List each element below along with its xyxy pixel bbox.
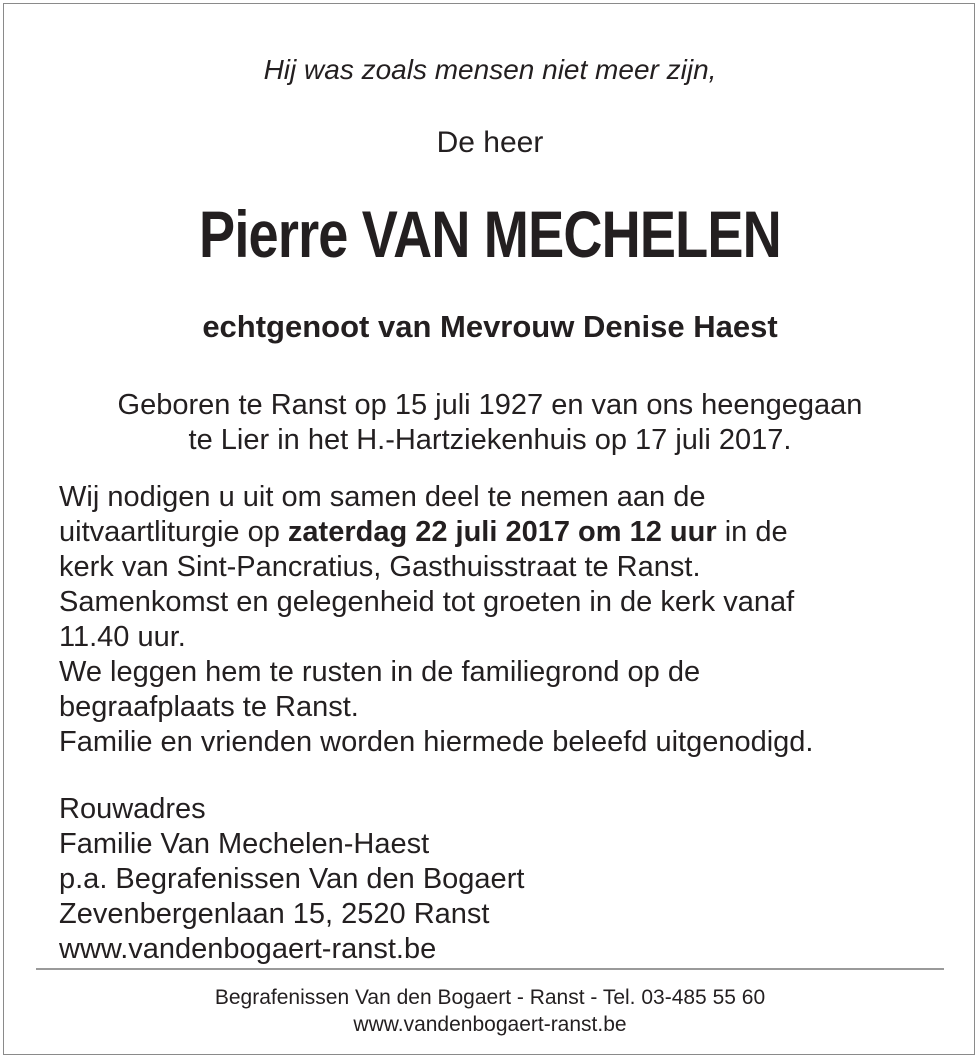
address-heading: Rouwadres: [59, 793, 206, 825]
address-family: Familie Van Mechelen-Haest: [59, 828, 430, 860]
address-street: Zevenbergenlaan 15, 2520 Ranst: [59, 898, 490, 930]
address-care-of: p.a. Begrafenissen Van den Bogaert: [59, 863, 525, 895]
invitation-text-post: in de: [716, 516, 788, 548]
birth-line: Geboren te Ranst op 15 juli 1927 en van ons heengegaan: [117, 389, 863, 421]
invitation-text-pre: uitvaartliturgie op: [59, 516, 288, 548]
address-website: www.vandenbogaert-ranst.be: [59, 933, 437, 965]
invitation-line: kerk van Sint-Pancratius, Gasthuisstraat te Ranst.: [59, 551, 701, 583]
footer: [0, 984, 980, 1038]
death-line: te Lier in het H.-Hartziekenhuis op 17 juli 2017.: [188, 424, 792, 456]
mourning-address: [59, 792, 524, 967]
birth-death-info: [0, 388, 980, 458]
footer-contact: Begrafenissen Van den Bogaert - Ranst - Tel. 03-485 55 60: [214, 986, 766, 1009]
title-prefix: De heer: [436, 126, 544, 159]
footer-divider: [36, 968, 944, 970]
deceased-name: Pierre VAN MECHELEN: [199, 197, 781, 271]
invitation-line: We leggen hem te rusten in de familiegrond op de: [59, 656, 701, 688]
motto: Hij was zoals mensen niet meer zijn,: [263, 54, 717, 85]
invitation-line: Wij nodigen u uit om samen deel te nemen aan de: [59, 481, 706, 513]
invitation-line: begraafplaats te Ranst.: [59, 691, 359, 723]
invitation-line: Familie en vrienden worden hiermede beleefd uitgenodigd.: [59, 726, 814, 758]
invitation-line: Samenkomst en gelegenheid tot groeten in de kerk vanaf: [59, 586, 795, 618]
footer-website: www.vandenbogaert-ranst.be: [353, 1013, 627, 1036]
spouse-line: echtgenoot van Mevrouw Denise Haest: [202, 309, 778, 344]
invitation-line-date: [59, 515, 959, 550]
funeral-date: zaterdag 22 juli 2017 om 12 uur: [287, 516, 717, 548]
invitation-line: 11.40 uur.: [59, 621, 186, 653]
invitation-text: [59, 480, 959, 760]
